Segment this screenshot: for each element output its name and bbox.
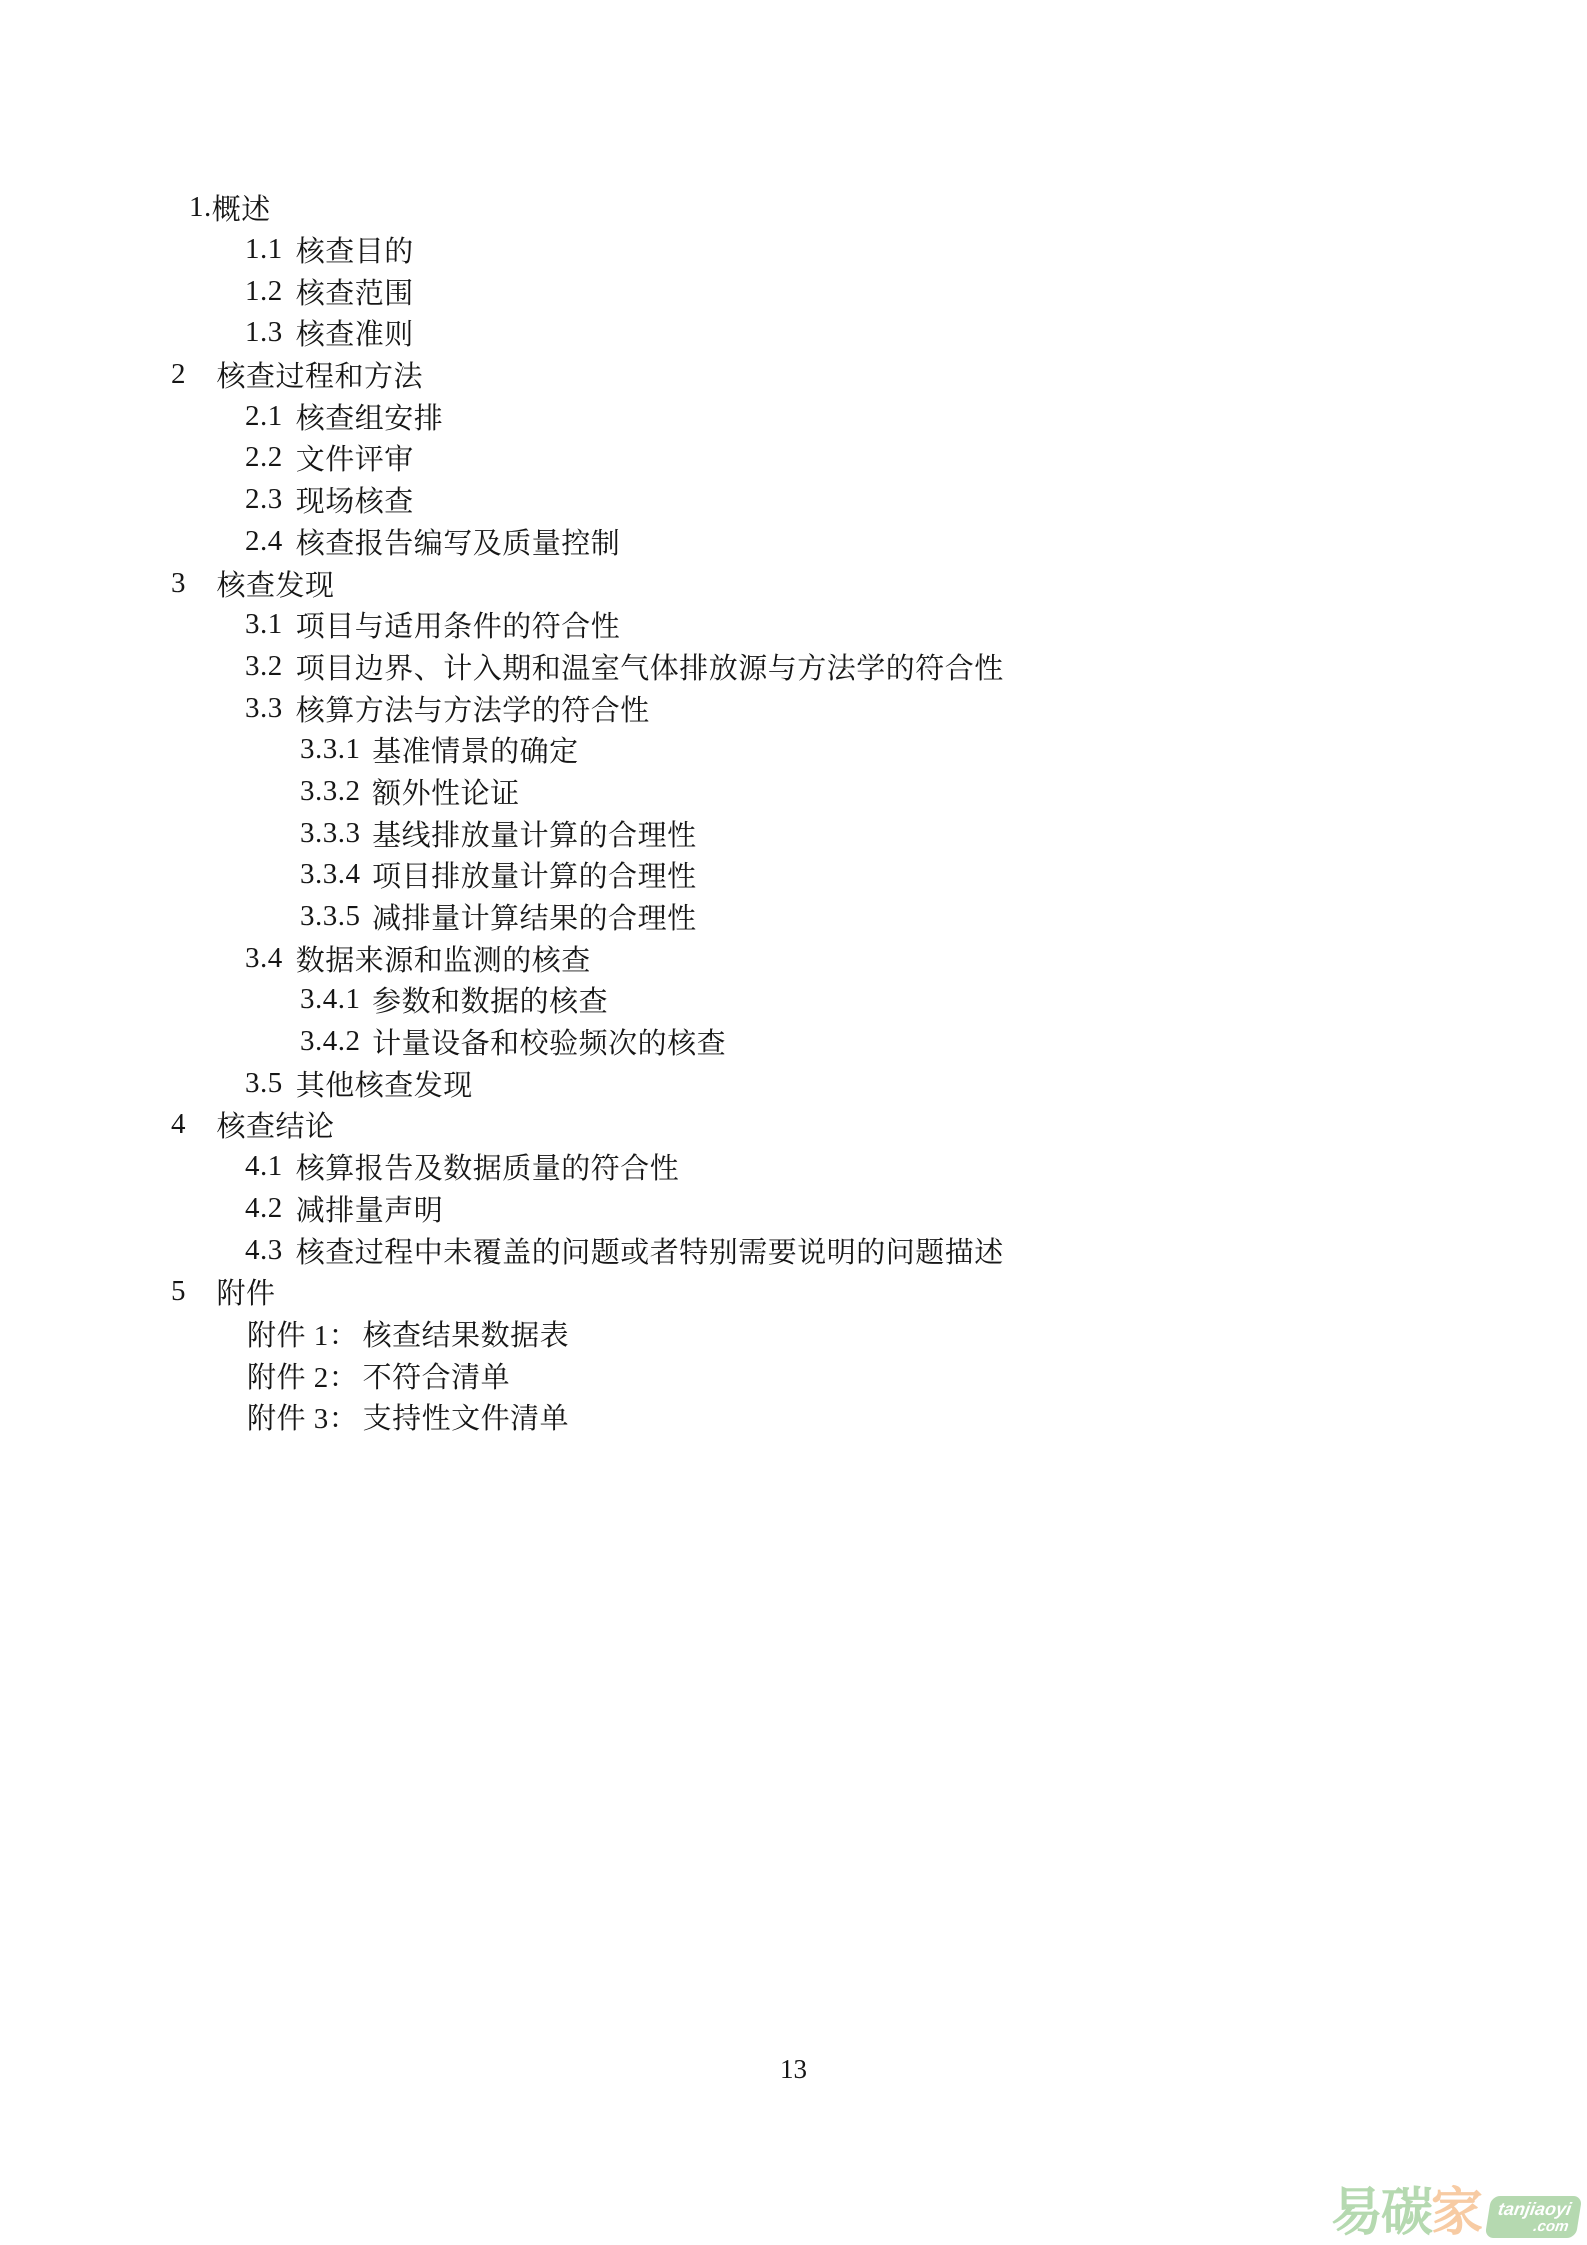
toc-item-number: 3.4 bbox=[245, 941, 283, 974]
toc-item-label: 基准情景的确定 bbox=[372, 736, 579, 769]
toc-item-3-3-2 bbox=[0, 771, 1587, 813]
toc-item-number: 2.1 bbox=[245, 399, 283, 432]
watermark-logo bbox=[1331, 2186, 1579, 2241]
toc-item-3-3 bbox=[0, 687, 1587, 729]
toc-item-annex-1 bbox=[0, 1313, 1587, 1355]
toc-item-number: 1.3 bbox=[245, 316, 283, 349]
toc-item-label: 核查范围 bbox=[295, 277, 414, 310]
toc-item-number: 3.3.2 bbox=[300, 774, 361, 807]
toc-item-label: 计量设备和校验频次的核查 bbox=[372, 1028, 727, 1061]
toc-item-number: 1.2 bbox=[245, 274, 283, 307]
toc-item-3-1 bbox=[0, 604, 1587, 646]
toc-item-2-2 bbox=[0, 437, 1587, 479]
toc-item-number: 附件 1： bbox=[247, 1319, 359, 1352]
toc-item-3-2 bbox=[0, 646, 1587, 688]
table-of-contents bbox=[0, 187, 1587, 1438]
toc-item-number: 1.1 bbox=[245, 233, 283, 266]
toc-item-1-3 bbox=[0, 312, 1587, 354]
toc-item-3-3-5 bbox=[0, 896, 1587, 938]
toc-item-4-2 bbox=[0, 1188, 1587, 1230]
toc-item-1-1 bbox=[0, 229, 1587, 271]
toc-item-label: 参数和数据的核查 bbox=[372, 986, 609, 1019]
toc-item-2-3 bbox=[0, 479, 1587, 521]
toc-item-label: 其他核查发现 bbox=[295, 1069, 473, 1102]
toc-item-3-5 bbox=[0, 1062, 1587, 1104]
toc-item-number: 附件 3： bbox=[247, 1403, 359, 1436]
toc-item-3-3-3 bbox=[0, 812, 1587, 854]
toc-item-5 bbox=[0, 1271, 1587, 1313]
toc-item-label: 项目与适用条件的符合性 bbox=[295, 611, 621, 644]
toc-item-3-3-4 bbox=[0, 854, 1587, 896]
watermark-badge-domain: tanjiaoyi bbox=[1496, 2199, 1573, 2220]
toc-item-annex-3 bbox=[0, 1396, 1587, 1438]
toc-item-number: 2.3 bbox=[245, 483, 283, 516]
toc-item-label: 减排量声明 bbox=[295, 1194, 444, 1227]
toc-item-3-3-1 bbox=[0, 729, 1587, 771]
toc-item-number: 附件 2： bbox=[247, 1361, 359, 1394]
toc-item-number: 2.4 bbox=[245, 524, 283, 557]
toc-item-3-4-1 bbox=[0, 979, 1587, 1021]
toc-item-4-1 bbox=[0, 1146, 1587, 1188]
toc-item-3-4 bbox=[0, 937, 1587, 979]
toc-item-label: 核查目的 bbox=[295, 236, 414, 269]
toc-item-label: 文件评审 bbox=[295, 444, 414, 477]
toc-item-number: 4.2 bbox=[245, 1191, 283, 1224]
toc-item-label: 核查组安排 bbox=[295, 402, 444, 435]
toc-item-number: 3.3 bbox=[245, 691, 283, 724]
toc-item-label: 核查过程中未覆盖的问题或者特别需要说明的问题描述 bbox=[295, 1236, 1004, 1269]
toc-item-number: 4.3 bbox=[245, 1233, 283, 1266]
toc-item-annex-2 bbox=[0, 1354, 1587, 1396]
toc-item-number: 1. bbox=[189, 191, 212, 224]
toc-item-label: 不符合清单 bbox=[362, 1361, 511, 1394]
watermark-char-tan: 碳 bbox=[1380, 2184, 1431, 2243]
toc-item-3-4-2 bbox=[0, 1021, 1587, 1063]
toc-item-label: 核算报告及数据质量的符合性 bbox=[295, 1153, 680, 1186]
watermark-badge-tld: .com bbox=[1532, 2218, 1570, 2236]
toc-item-number: 3.3.3 bbox=[300, 816, 361, 849]
toc-item-number: 3.4.1 bbox=[300, 983, 361, 1016]
toc-item-label: 核查准则 bbox=[295, 319, 414, 352]
toc-item-2 bbox=[0, 354, 1587, 396]
toc-item-label: 概述 bbox=[211, 194, 271, 227]
toc-item-2-4 bbox=[0, 521, 1587, 563]
toc-item-number: 3.2 bbox=[245, 649, 283, 682]
toc-item-label: 额外性论证 bbox=[372, 777, 520, 810]
toc-item-number: 2.2 bbox=[245, 441, 283, 474]
toc-item-number: 3 bbox=[171, 566, 186, 599]
toc-item-2-1 bbox=[0, 395, 1587, 437]
watermark-badge bbox=[1485, 2196, 1583, 2238]
toc-item-4-3 bbox=[0, 1229, 1587, 1271]
toc-item-label: 核查发现 bbox=[216, 569, 335, 602]
toc-item-number: 3.3.4 bbox=[300, 858, 361, 891]
toc-item-number: 3.3.5 bbox=[300, 900, 361, 933]
toc-item-label: 核查结果数据表 bbox=[362, 1319, 570, 1352]
toc-item-label: 附件 bbox=[216, 1278, 276, 1311]
toc-item-number: 4 bbox=[171, 1108, 186, 1141]
toc-item-label: 数据来源和监测的核查 bbox=[295, 944, 591, 977]
toc-item-label: 核查结论 bbox=[216, 1111, 335, 1144]
toc-item-label: 核查报告编写及质量控制 bbox=[295, 527, 621, 560]
toc-item-label: 核算方法与方法学的符合性 bbox=[295, 694, 650, 727]
toc-item-number: 5 bbox=[171, 1275, 186, 1308]
toc-item-1 bbox=[0, 187, 1587, 229]
watermark-char-jia: 家 bbox=[1430, 2184, 1481, 2243]
toc-item-number: 3.4.2 bbox=[300, 1025, 361, 1058]
watermark-char-yi: 易 bbox=[1330, 2184, 1381, 2243]
toc-item-number: 3.3.1 bbox=[300, 733, 361, 766]
toc-item-number: 3.1 bbox=[245, 608, 283, 641]
toc-item-1-2 bbox=[0, 270, 1587, 312]
toc-item-3 bbox=[0, 562, 1587, 604]
toc-item-label: 减排量计算结果的合理性 bbox=[372, 903, 697, 936]
toc-item-number: 3.5 bbox=[245, 1066, 283, 1099]
toc-item-number: 4.1 bbox=[245, 1150, 283, 1183]
toc-item-label: 核查过程和方法 bbox=[216, 361, 423, 394]
toc-item-label: 项目排放量计算的合理性 bbox=[372, 861, 697, 894]
toc-item-label: 现场核查 bbox=[295, 486, 414, 519]
toc-item-label: 支持性文件清单 bbox=[362, 1403, 570, 1436]
page-number: 13 bbox=[780, 2054, 807, 2084]
toc-item-4 bbox=[0, 1104, 1587, 1146]
toc-item-label: 基线排放量计算的合理性 bbox=[372, 819, 697, 852]
toc-item-number: 2 bbox=[171, 358, 186, 391]
toc-item-label: 项目边界、计入期和温室气体排放源与方法学的符合性 bbox=[295, 652, 1004, 685]
